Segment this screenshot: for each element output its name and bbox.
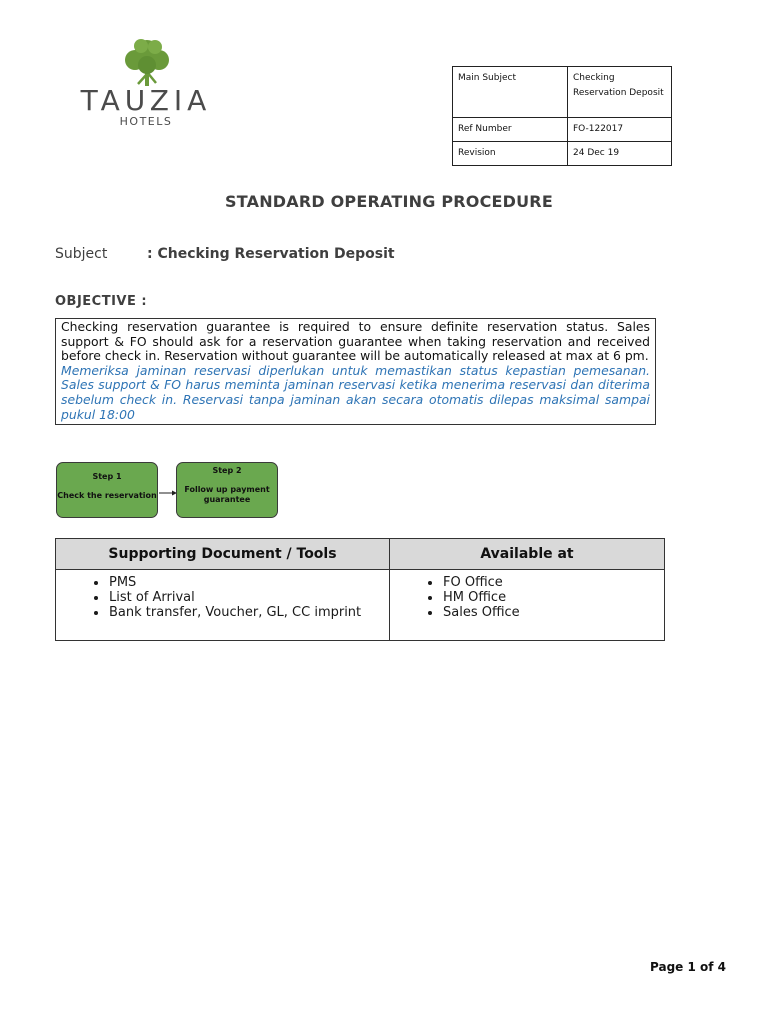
documents-list	[56, 575, 389, 620]
main-subject-label: Main Subject	[453, 67, 568, 118]
supporting-tools-table	[55, 538, 665, 641]
page-title: STANDARD OPERATING PROCEDURE	[225, 192, 553, 211]
step-2-text: Follow up payment guarantee	[184, 485, 270, 504]
table-row	[453, 142, 672, 166]
step-2-box	[176, 462, 278, 518]
objective-text-english: Checking reservation guarantee is required to ensure definite reservation status. Sales support & FO should ask for a reservation guarantee when taking reservation and received before check in. Reservation without guarantee will be automatically released at max at 6 pm.	[61, 319, 650, 364]
list-item: • PMS	[108, 575, 389, 590]
revision-value: 24 Dec 19	[568, 142, 672, 166]
main-subject-value: Checking Reservation Deposit	[568, 67, 672, 118]
locations-list	[390, 575, 664, 620]
column-header-documents: Supporting Document / Tools	[56, 539, 390, 570]
step-1-text: Check the reservation	[57, 491, 157, 500]
logo-wordmark: TAUZIA	[80, 84, 212, 117]
step-2-label: Step 2	[212, 466, 242, 475]
step-1-label: Step 1	[92, 472, 122, 481]
ref-number-value: FO-122017	[568, 118, 672, 142]
page-number: Page 1 of 4	[650, 960, 726, 974]
subject-label: Subject	[55, 246, 108, 262]
objective-heading: OBJECTIVE :	[55, 294, 148, 309]
table-row	[453, 67, 672, 118]
list-item: • Bank transfer, Voucher, GL, CC imprint	[108, 605, 389, 620]
list-item: • FO Office	[442, 575, 664, 590]
step-1-box	[56, 462, 158, 518]
objective-box	[55, 318, 656, 425]
document-info-table	[452, 66, 672, 166]
arrow-right-icon	[159, 490, 177, 496]
objective-text-indonesian: Memeriksa jaminan reservasi diperlukan untuk memastikan status kepastian pemesanan. Sales support & FO harus meminta jaminan reservasi ketika menerima reservasi dan diterima sebelum check in. Reservasi tanpa jaminan akan secara otomatis dilepas maksimal sampai pukul 18:00	[61, 362, 650, 422]
table-row	[56, 570, 665, 641]
list-item: • List of Arrival	[108, 590, 389, 605]
column-header-available-at: Available at	[390, 539, 665, 570]
locations-cell	[390, 570, 665, 641]
ref-number-label: Ref Number	[453, 118, 568, 142]
table-header-row	[56, 539, 665, 570]
table-row	[453, 118, 672, 142]
documents-cell	[56, 570, 390, 641]
list-item: • HM Office	[442, 590, 664, 605]
revision-label: Revision	[453, 142, 568, 166]
tree-icon	[122, 38, 172, 88]
logo-subtitle: HOTELS	[119, 115, 173, 128]
subject-value: : Checking Reservation Deposit	[147, 246, 395, 262]
list-item: • Sales Office	[442, 605, 664, 620]
tauzia-logo	[60, 38, 235, 130]
